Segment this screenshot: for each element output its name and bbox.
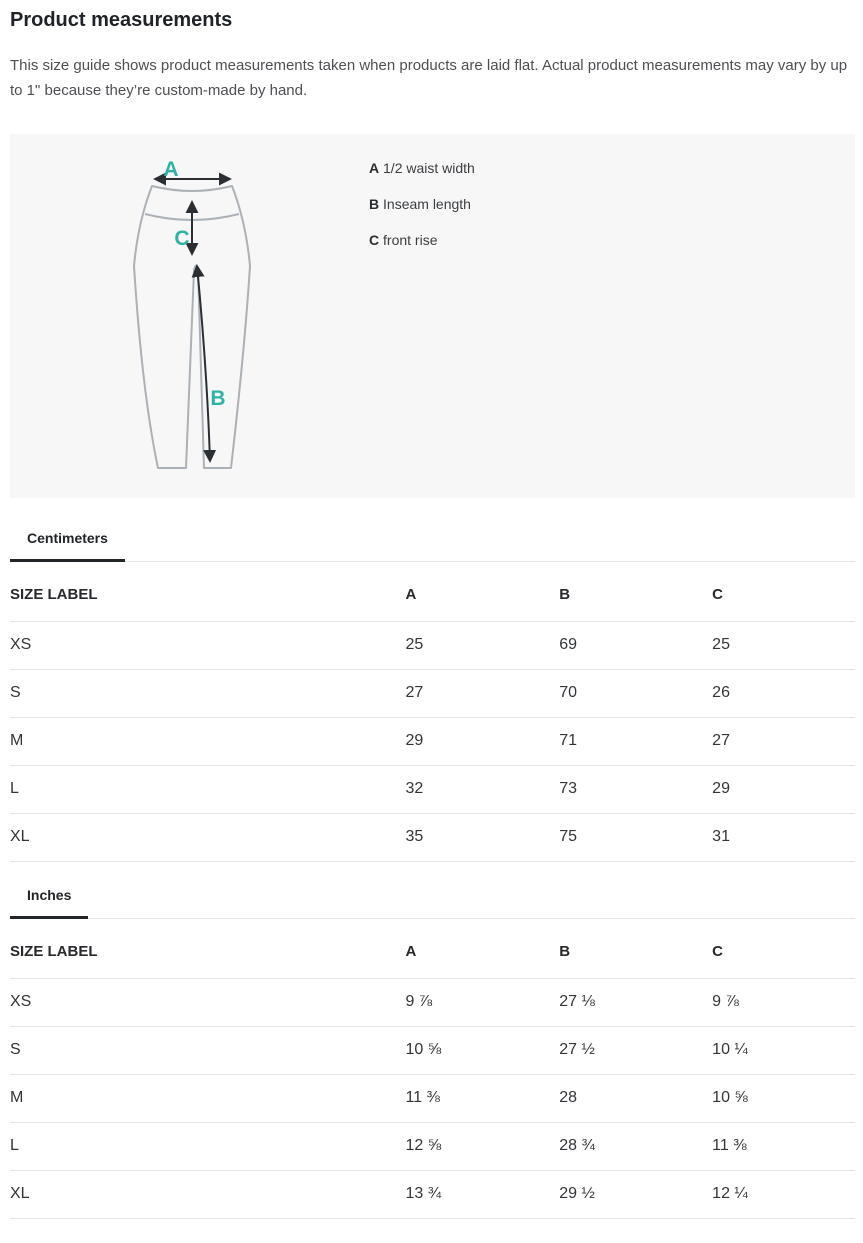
legend-key-b: B	[369, 196, 380, 212]
legend-label-c: front rise	[383, 232, 438, 248]
value-cell: 69	[559, 622, 712, 670]
value-cell: 32	[405, 766, 559, 814]
value-cell: 31	[712, 814, 855, 862]
value-cell: 9 ⅞	[712, 979, 855, 1027]
table-row-s	[10, 1027, 855, 1075]
table-row-l	[10, 766, 855, 814]
leggings-diagram	[10, 134, 370, 498]
size-cell: M	[10, 718, 405, 766]
value-cell: 27 ½	[559, 1027, 712, 1075]
value-cell: 11 ⅜	[712, 1123, 855, 1171]
size-cell: S	[10, 1027, 405, 1075]
value-cell: 71	[559, 718, 712, 766]
size-cell: XL	[10, 814, 405, 862]
inches-tab-bar	[10, 875, 855, 919]
value-cell: 27	[712, 718, 855, 766]
legend-key-a: A	[369, 160, 380, 176]
column-header-size-label: SIZE LABEL	[10, 562, 405, 622]
marker-letter-c: C	[174, 227, 190, 250]
measurement-diagram-panel	[10, 134, 855, 498]
table-row-xs	[10, 622, 855, 670]
column-header-c: C	[712, 919, 855, 979]
tab-inches[interactable]: Inches	[10, 875, 88, 919]
size-cell: XL	[10, 1171, 405, 1219]
value-cell: 9 ⅞	[405, 979, 559, 1027]
value-cell: 27 ⅛	[559, 979, 712, 1027]
table-row-xl	[10, 1171, 855, 1219]
value-cell: 12 ¼	[712, 1171, 855, 1219]
page-title: Product measurements	[10, 9, 233, 31]
column-header-b: B	[559, 919, 712, 979]
value-cell: 26	[712, 670, 855, 718]
table-row-l	[10, 1123, 855, 1171]
size-guide-page	[0, 8, 863, 1243]
value-cell: 10 ⅝	[712, 1075, 855, 1123]
value-cell: 75	[559, 814, 712, 862]
value-cell: 29	[405, 718, 559, 766]
value-cell: 10 ¼	[712, 1027, 855, 1075]
size-cell: XS	[10, 979, 405, 1027]
tab-centimeters[interactable]: Centimeters	[10, 518, 125, 562]
size-cell: XS	[10, 622, 405, 670]
value-cell: 10 ⅝	[405, 1027, 559, 1075]
table-header-row	[10, 562, 855, 622]
diagram-legend	[369, 160, 475, 268]
value-cell: 25	[405, 622, 559, 670]
value-cell: 25	[712, 622, 855, 670]
page-description: This size guide shows product measurements taken when products are laid flat. Actual product measurements may vary by up to 1" because they’re custom-made by hand.	[10, 57, 848, 99]
column-header-a: A	[405, 919, 559, 979]
legend-key-c: C	[369, 232, 380, 248]
legend-item-a	[369, 160, 475, 177]
legend-label-a: 1/2 waist width	[383, 160, 475, 176]
size-cell: S	[10, 670, 405, 718]
value-cell: 12 ⅝	[405, 1123, 559, 1171]
table-row-m	[10, 1075, 855, 1123]
inches-table	[10, 919, 855, 1219]
value-cell: 28 ¾	[559, 1123, 712, 1171]
value-cell: 73	[559, 766, 712, 814]
table-row-xl	[10, 814, 855, 862]
table-row-s	[10, 670, 855, 718]
table-row-m	[10, 718, 855, 766]
size-cell: L	[10, 1123, 405, 1171]
size-cell: L	[10, 766, 405, 814]
value-cell: 28	[559, 1075, 712, 1123]
marker-letter-a: A	[163, 158, 179, 181]
size-cell: M	[10, 1075, 405, 1123]
value-cell: 35	[405, 814, 559, 862]
value-cell: 13 ¾	[405, 1171, 559, 1219]
value-cell: 29 ½	[559, 1171, 712, 1219]
column-header-size-label: SIZE LABEL	[10, 919, 405, 979]
value-cell: 29	[712, 766, 855, 814]
value-cell: 11 ⅜	[405, 1075, 559, 1123]
legend-item-b	[369, 196, 475, 213]
column-header-c: C	[712, 562, 855, 622]
centimeters-tab-bar	[10, 518, 855, 562]
column-header-b: B	[559, 562, 712, 622]
legend-item-c	[369, 232, 475, 249]
value-cell: 27	[405, 670, 559, 718]
legend-label-b: Inseam length	[383, 196, 471, 212]
marker-letter-b: B	[210, 387, 226, 410]
table-header-row	[10, 919, 855, 979]
column-header-a: A	[405, 562, 559, 622]
table-row-xs	[10, 979, 855, 1027]
centimeters-table	[10, 562, 855, 862]
value-cell: 70	[559, 670, 712, 718]
